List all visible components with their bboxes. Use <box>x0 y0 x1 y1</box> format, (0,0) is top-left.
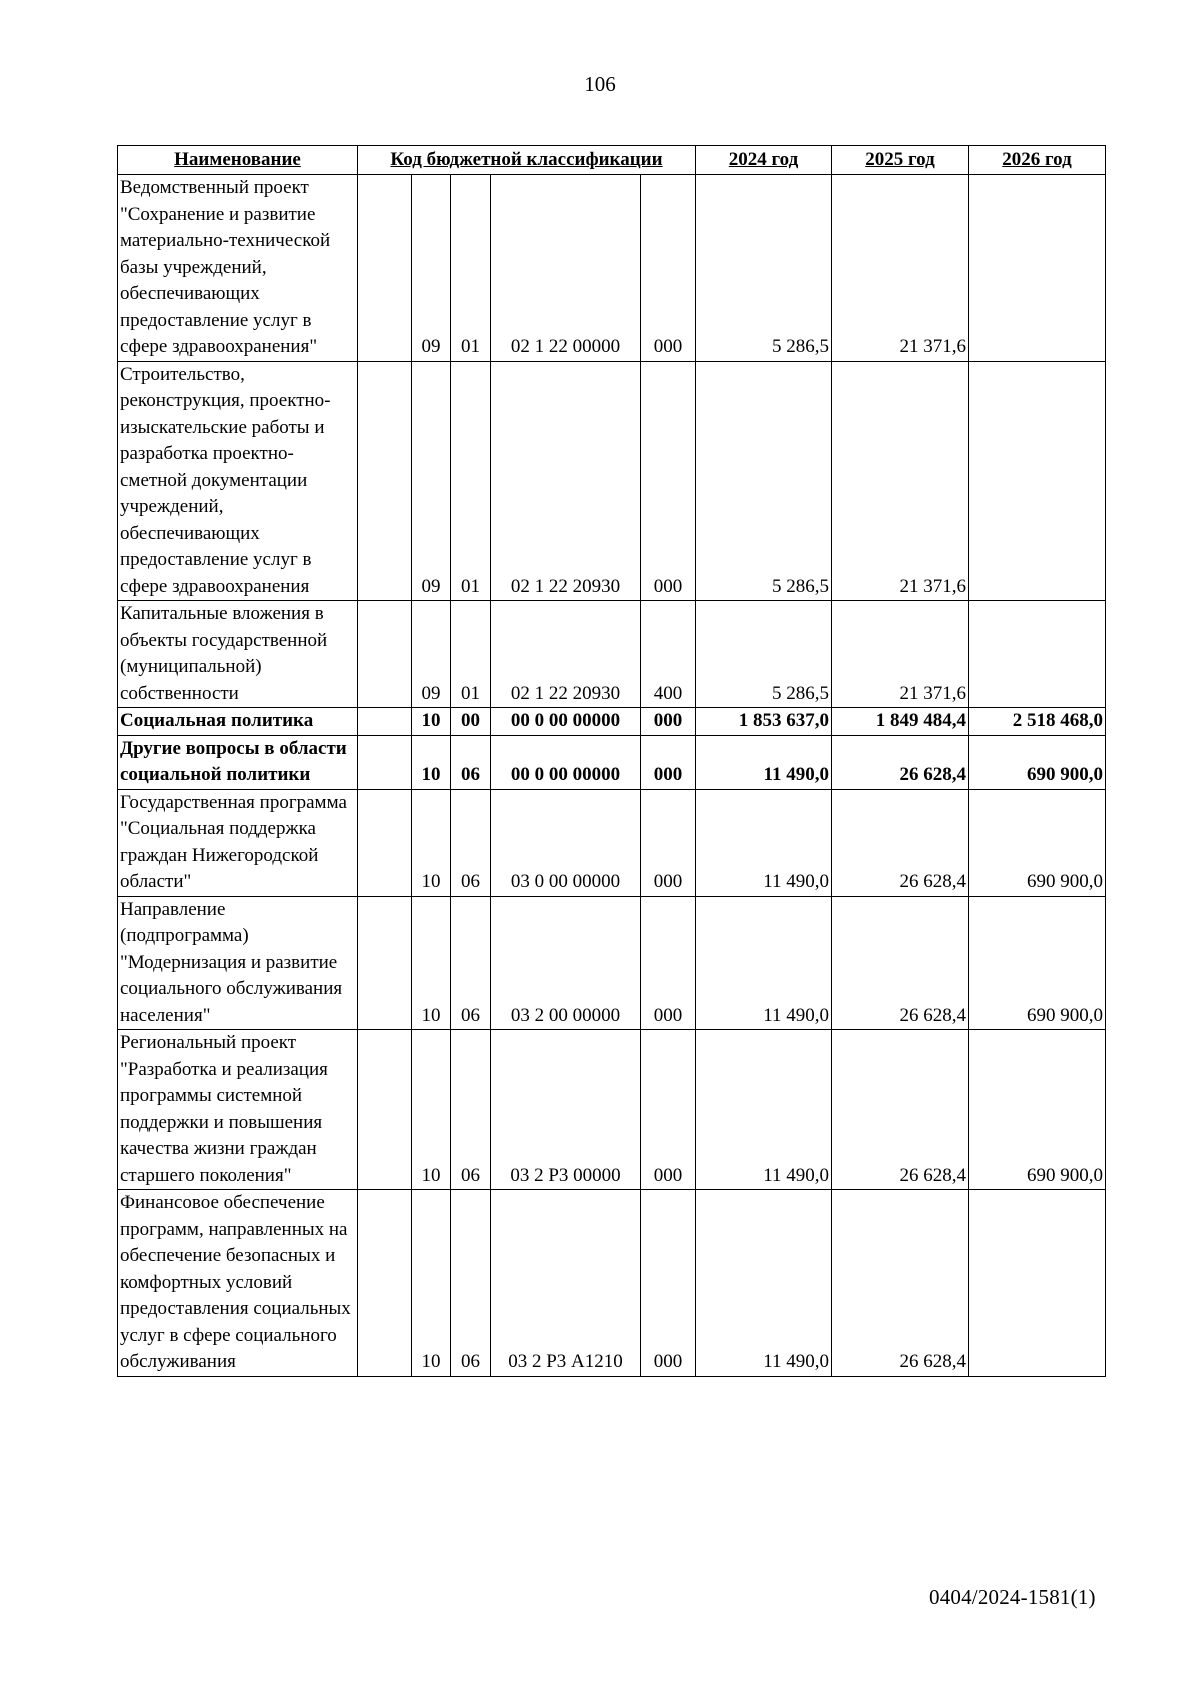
row-code-target: 02 1 22 00000 <box>491 175 641 362</box>
row-value-2024: 11 490,0 <box>696 1190 832 1377</box>
row-value-2026: 690 900,0 <box>969 789 1106 896</box>
row-code-subsection: 06 <box>451 789 491 896</box>
row-value-2025: 21 371,6 <box>832 361 969 601</box>
row-code-expense: 000 <box>641 896 696 1030</box>
row-code-subsection: 01 <box>451 175 491 362</box>
row-code-section: 10 <box>412 789 451 896</box>
row-code-target: 02 1 22 20930 <box>491 601 641 708</box>
table-row <box>118 1190 1106 1377</box>
row-code-target: 03 2 Р3 00000 <box>491 1030 641 1190</box>
row-value-2025: 26 628,4 <box>832 1030 969 1190</box>
header-name: Наименование <box>118 146 358 175</box>
row-name: Социальная политика <box>118 708 358 736</box>
document-registration-code: 0404/2024-1581(1) <box>929 1585 1096 1609</box>
row-code-subsection: 06 <box>451 1030 491 1190</box>
row-code-1 <box>358 1190 412 1377</box>
table-row <box>118 708 1106 736</box>
row-code-target: 00 0 00 00000 <box>491 735 641 789</box>
table-row <box>118 601 1106 708</box>
budget-table <box>117 145 1106 1377</box>
table-row <box>118 175 1106 362</box>
row-code-subsection: 06 <box>451 735 491 789</box>
row-code-subsection: 01 <box>451 361 491 601</box>
row-value-2025: 26 628,4 <box>832 789 969 896</box>
row-name: Строительство, реконструкция, проектно-изыскательские работы и разработка проектно-сметной документации учреждений, обеспечивающих предоставление услуг в сфере здравоохранения <box>118 361 358 601</box>
row-value-2025: 1 849 484,4 <box>832 708 969 736</box>
row-value-2026: 690 900,0 <box>969 896 1106 1030</box>
row-code-section: 09 <box>412 175 451 362</box>
row-code-section: 10 <box>412 735 451 789</box>
row-code-subsection: 06 <box>451 896 491 1030</box>
row-code-expense: 000 <box>641 708 696 736</box>
row-name: Другие вопросы в области социальной политики <box>118 735 358 789</box>
row-value-2026 <box>969 1190 1106 1377</box>
row-code-section: 10 <box>412 708 451 736</box>
row-code-expense: 000 <box>641 1030 696 1190</box>
row-code-target: 00 0 00 00000 <box>491 708 641 736</box>
row-value-2024: 11 490,0 <box>696 735 832 789</box>
row-code-1 <box>358 708 412 736</box>
row-value-2025: 21 371,6 <box>832 601 969 708</box>
row-value-2024: 5 286,5 <box>696 601 832 708</box>
row-value-2025: 21 371,6 <box>832 175 969 362</box>
table-header-row <box>118 146 1106 175</box>
row-name: Региональный проект "Разработка и реализация программы системной поддержки и повышения качества жизни граждан старшего поколения" <box>118 1030 358 1190</box>
table-row <box>118 361 1106 601</box>
page-number: 106 <box>584 72 616 96</box>
row-value-2026: 690 900,0 <box>969 1030 1106 1190</box>
row-value-2024: 11 490,0 <box>696 789 832 896</box>
row-value-2026 <box>969 175 1106 362</box>
header-2025: 2025 год <box>832 146 969 175</box>
row-code-expense: 000 <box>641 361 696 601</box>
row-code-target: 02 1 22 20930 <box>491 361 641 601</box>
row-code-expense: 000 <box>641 175 696 362</box>
row-code-target: 03 2 Р3 А1210 <box>491 1190 641 1377</box>
row-code-subsection: 01 <box>451 601 491 708</box>
row-value-2026 <box>969 361 1106 601</box>
row-name: Финансовое обеспечение программ, направленных на обеспечение безопасных и комфортных условий предоставления социальных услуг в сфере социального обслуживания <box>118 1190 358 1377</box>
row-code-subsection: 00 <box>451 708 491 736</box>
row-value-2026: 690 900,0 <box>969 735 1106 789</box>
row-code-1 <box>358 175 412 362</box>
row-value-2026 <box>969 601 1106 708</box>
row-value-2024: 11 490,0 <box>696 1030 832 1190</box>
row-value-2024: 5 286,5 <box>696 175 832 362</box>
row-value-2025: 26 628,4 <box>832 735 969 789</box>
row-code-subsection: 06 <box>451 1190 491 1377</box>
header-2024: 2024 год <box>696 146 832 175</box>
row-code-expense: 000 <box>641 735 696 789</box>
row-code-target: 03 0 00 00000 <box>491 789 641 896</box>
table-row <box>118 896 1106 1030</box>
row-code-section: 09 <box>412 361 451 601</box>
header-code: Код бюджетной классификации <box>358 146 696 175</box>
table-row <box>118 735 1106 789</box>
row-value-2025: 26 628,4 <box>832 1190 969 1377</box>
row-code-section: 10 <box>412 896 451 1030</box>
row-code-1 <box>358 735 412 789</box>
row-name: Государственная программа "Социальная поддержка граждан Нижегородской области" <box>118 789 358 896</box>
row-value-2024: 1 853 637,0 <box>696 708 832 736</box>
row-name: Ведомственный проект "Сохранение и развитие материально-технической базы учреждений, обеспечивающих предоставление услуг в сфере здравоохранения" <box>118 175 358 362</box>
row-code-section: 10 <box>412 1030 451 1190</box>
table-row <box>118 1030 1106 1190</box>
row-name: Капитальные вложения в объекты государственной (муниципальной) собственности <box>118 601 358 708</box>
row-code-expense: 000 <box>641 789 696 896</box>
row-code-1 <box>358 361 412 601</box>
row-code-target: 03 2 00 00000 <box>491 896 641 1030</box>
row-value-2025: 26 628,4 <box>832 896 969 1030</box>
row-code-section: 10 <box>412 1190 451 1377</box>
row-code-section: 09 <box>412 601 451 708</box>
row-value-2026: 2 518 468,0 <box>969 708 1106 736</box>
row-value-2024: 11 490,0 <box>696 896 832 1030</box>
table-row <box>118 789 1106 896</box>
row-value-2024: 5 286,5 <box>696 361 832 601</box>
row-code-1 <box>358 1030 412 1190</box>
row-code-1 <box>358 601 412 708</box>
row-name: Направление (подпрограмма) "Модернизация и развитие социального обслуживания населения" <box>118 896 358 1030</box>
row-code-expense: 400 <box>641 601 696 708</box>
row-code-1 <box>358 789 412 896</box>
row-code-expense: 000 <box>641 1190 696 1377</box>
header-2026: 2026 год <box>969 146 1106 175</box>
row-code-1 <box>358 896 412 1030</box>
